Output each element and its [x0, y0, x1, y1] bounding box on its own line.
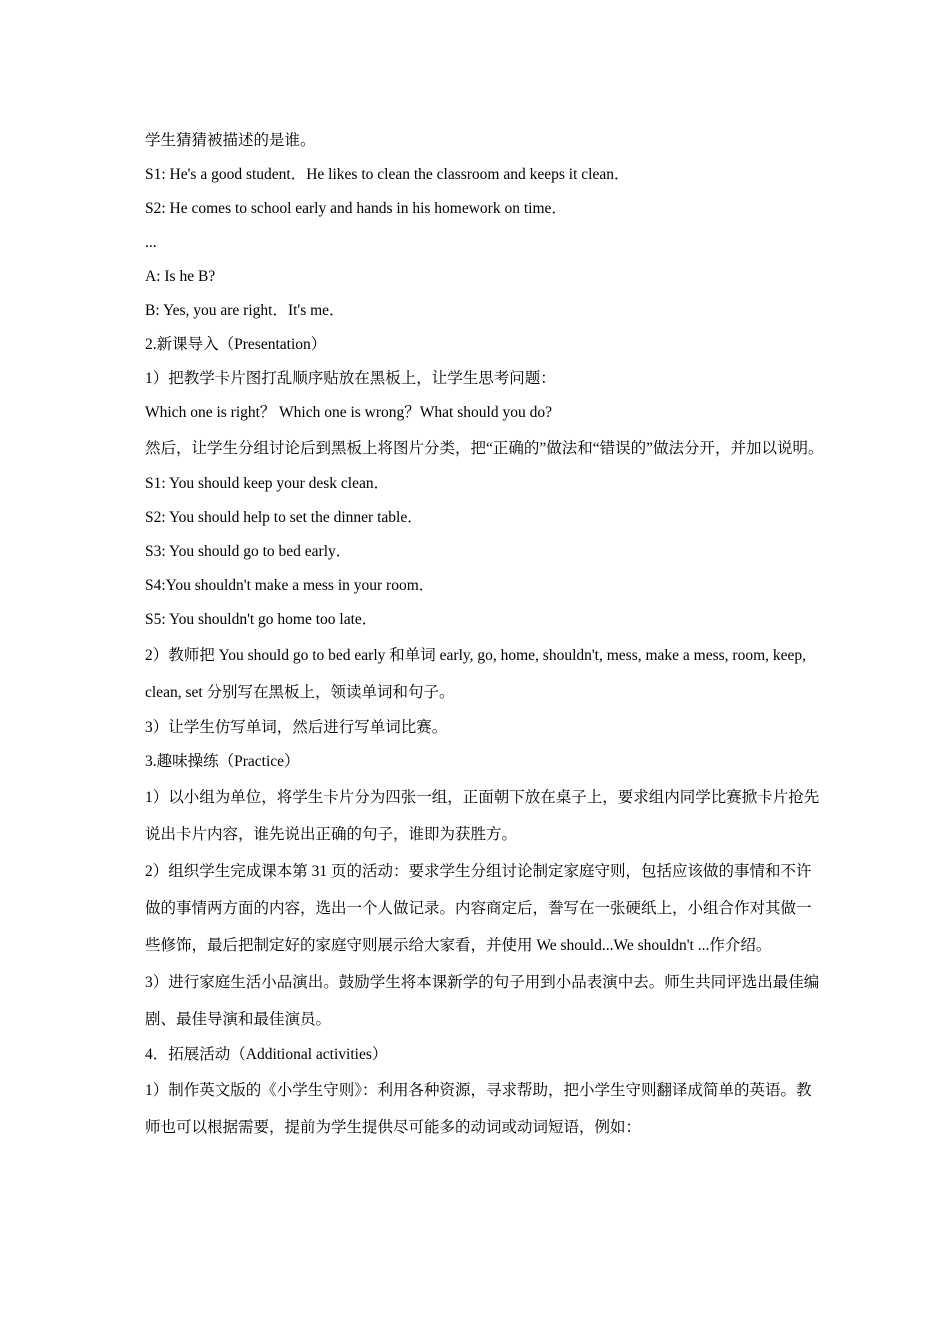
section-heading: 2.新课导入（Presentation） — [145, 336, 327, 353]
example-line: S1: You should keep your desk clean． — [145, 475, 390, 492]
paragraph: 2）组织学生完成课本第 31 页的活动：要求学生分组讨论制定家庭守则，包括应该做的事情和不许做的事情两方面的内容，选出一个人做记录。内容商定后，誊写在一张硬纸上，小组合作对其做一些修饰，最后把制定好的家庭守则展示给大家看，并使用 We should...We shouldn't ...作介绍。 — [145, 863, 812, 954]
section-heading: 4．拓展活动（Additional activities） — [145, 1046, 388, 1063]
section-heading: 3.趣味操练（Practice） — [145, 753, 300, 770]
question-line: Which one is right？ Which one is wrong？What should you do? — [145, 404, 552, 421]
dialogue-line: B: Yes, you are right．It's me． — [145, 302, 345, 319]
paragraph: 学生猜猜被描述的是谁。 — [145, 132, 316, 149]
paragraph: 1）把教学卡片图打乱顺序贴放在黑板上，让学生思考问题： — [145, 370, 556, 387]
document-body — [145, 124, 825, 1146]
paragraph: 1）制作英文版的《小学生守则》：利用各种资源，寻求帮助，把小学生守则翻译成简单的英语。教师也可以根据需要，提前为学生提供尽可能多的动词或动词短语，例如： — [145, 1082, 812, 1136]
example-line: S5: You shouldn't go home too late． — [145, 611, 378, 628]
dialogue-line: A: Is he B? — [145, 268, 216, 285]
paragraph: 2）教师把 You should go to bed early 和单词 early, go, home, shouldn't, mess, make a mess, room, keep, clean, set 分别写在黑板上，领读单词和句子。 — [145, 647, 807, 701]
dialogue-line: S2: He comes to school early and hands in his homework on time． — [145, 200, 567, 217]
paragraph: 3）进行家庭生活小品演出。鼓励学生将本课新学的句子用到小品表演中去。师生共同评选出最佳编剧、最佳导演和最佳演员。 — [145, 974, 820, 1028]
dialogue-line: S1: He's a good student．He likes to clean the classroom and keeps it clean． — [145, 166, 630, 183]
example-line: S2: You should help to set the dinner table． — [145, 509, 423, 526]
paragraph: 1）以小组为单位，将学生卡片分为四张一组，正面朝下放在桌子上，要求组内同学比赛掀卡片抢先说出卡片内容，谁先说出正确的句子，谁即为获胜方。 — [145, 789, 820, 843]
ellipsis-line: ... — [145, 234, 157, 251]
paragraph: 3）让学生仿写单词，然后进行写单词比赛。 — [145, 719, 448, 736]
paragraph: 然后，让学生分组讨论后到黑板上将图片分类，把“正确的”做法和“错误的”做法分开，并加以说明。 — [145, 440, 824, 457]
example-line: S3: You should go to bed early． — [145, 543, 352, 560]
example-line: S4:You shouldn't make a mess in your room． — [145, 577, 435, 594]
